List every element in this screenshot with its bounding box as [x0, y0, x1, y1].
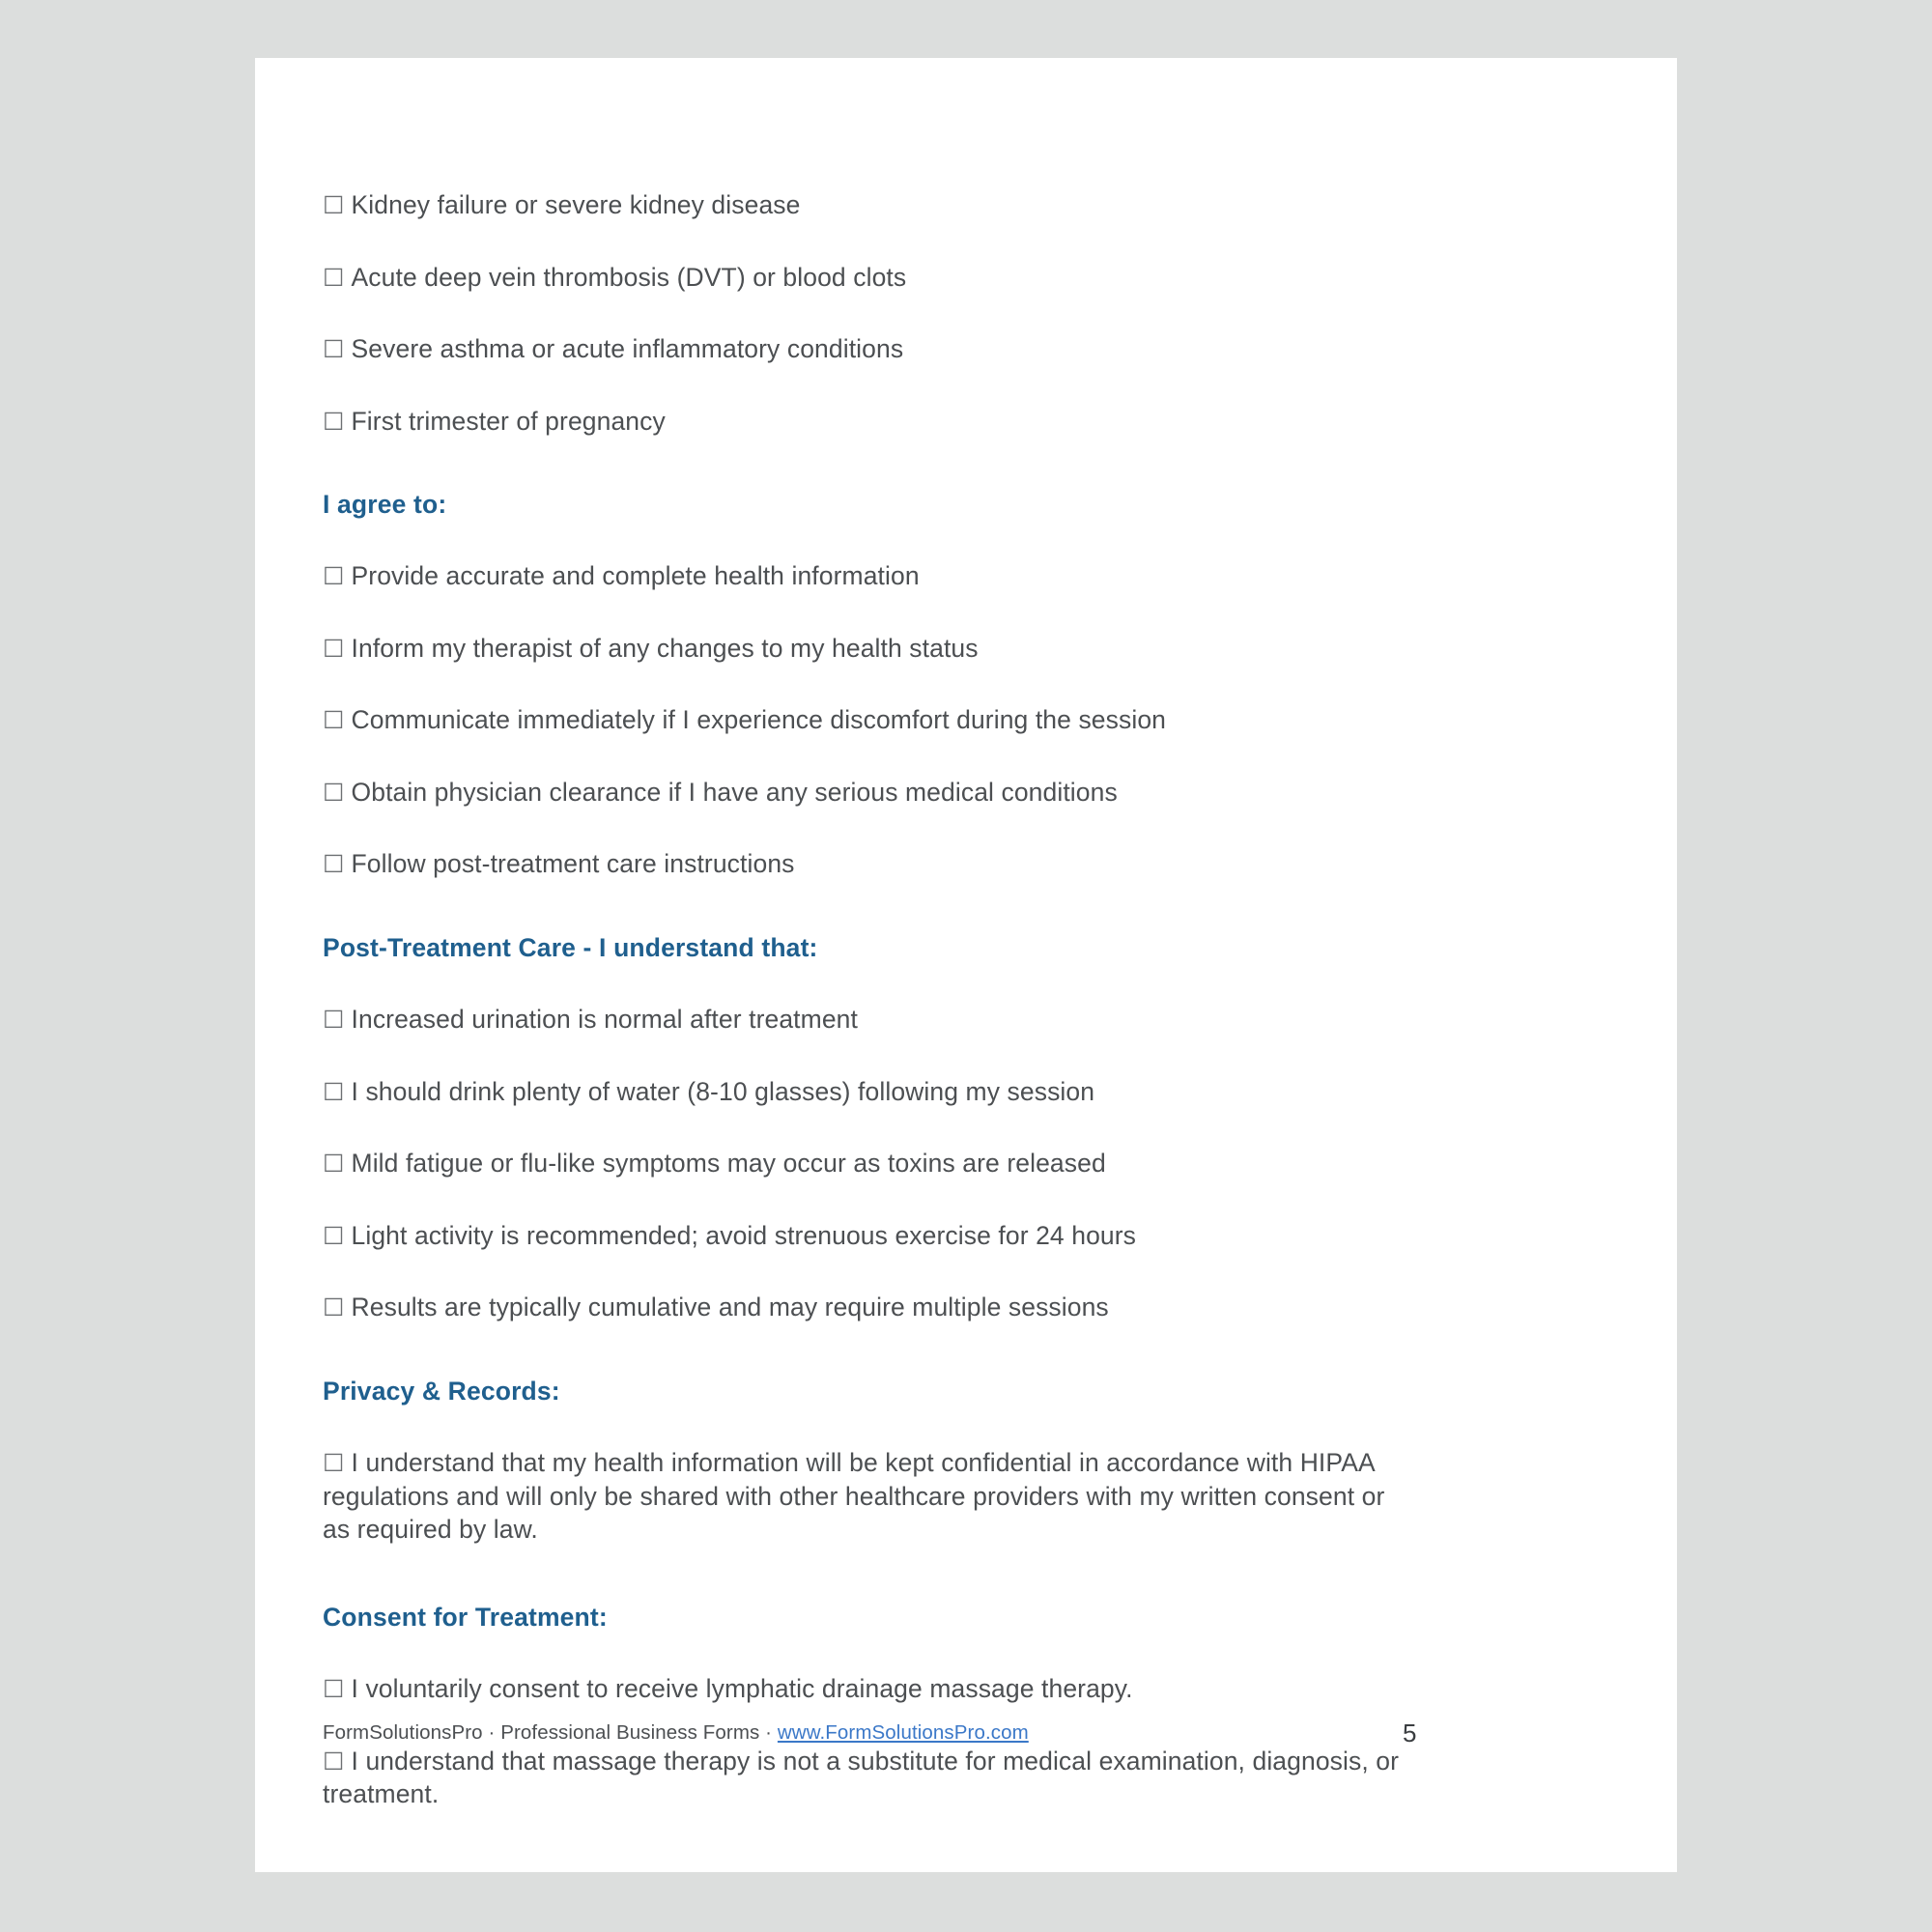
section-privacy-records: [323, 1363, 1424, 1547]
list-item-label: Results are typically cumulative and may require multiple sessions: [351, 1293, 1109, 1322]
checkbox-icon[interactable]: ☐: [323, 1151, 345, 1179]
checkbox-icon[interactable]: ☐: [323, 1294, 345, 1322]
list-item[interactable]: [323, 188, 1424, 222]
checkbox-icon[interactable]: ☐: [323, 1676, 345, 1704]
checkbox-icon[interactable]: ☐: [323, 1007, 345, 1035]
checkbox-icon[interactable]: ☐: [323, 1450, 345, 1478]
list-item-label: I understand that massage therapy is not a substitute for medical examination, diagnosis, or treatment.: [323, 1746, 1400, 1809]
checkbox-icon[interactable]: ☐: [323, 635, 345, 663]
checkbox-icon[interactable]: ☐: [323, 1747, 345, 1776]
list-item[interactable]: [323, 1075, 1424, 1109]
contraindications-list: [323, 188, 1424, 438]
list-item[interactable]: [323, 1672, 1424, 1706]
list-item-label: I voluntarily consent to receive lymphatic drainage massage therapy.: [351, 1674, 1133, 1704]
checkbox-icon[interactable]: ☐: [323, 408, 345, 436]
list-item-label: Communicate immediately if I experience discomfort during the session: [351, 705, 1167, 735]
footer-separator-one: ·: [482, 1721, 501, 1744]
footer-tagline: Professional Business Forms: [500, 1721, 760, 1744]
list-item-label: First trimester of pregnancy: [351, 406, 666, 436]
list-item[interactable]: [323, 632, 1424, 666]
list-item-label: Mild fatigue or flu-like symptoms may occur as toxins are released: [351, 1149, 1106, 1179]
list-item[interactable]: [323, 1003, 1424, 1037]
section-post-treatment-care: [323, 920, 1424, 1324]
footer-brand: FormSolutionsPro: [323, 1721, 483, 1744]
checkbox-icon[interactable]: ☐: [323, 264, 345, 292]
list-item-label: Inform my therapist of any changes to my health status: [351, 633, 979, 663]
list-item[interactable]: [323, 405, 1424, 439]
list-item-label: Follow post-treatment care instructions: [351, 849, 795, 879]
page-footer: [323, 1721, 1607, 1760]
list-item[interactable]: [323, 261, 1424, 295]
list-item[interactable]: [323, 332, 1424, 366]
checkbox-icon[interactable]: ☐: [323, 192, 345, 219]
page-content: [323, 188, 1424, 1854]
section-heading: Post-Treatment Care - I understand that:: [323, 932, 818, 962]
checkbox-icon[interactable]: ☐: [323, 779, 345, 807]
checkbox-icon[interactable]: ☐: [323, 563, 345, 591]
list-item[interactable]: [323, 847, 1424, 881]
checkbox-icon[interactable]: ☐: [323, 851, 345, 879]
document-page: [255, 58, 1677, 1872]
list-item-label: Kidney failure or severe kidney disease: [351, 190, 801, 219]
list-item[interactable]: [323, 1446, 1403, 1546]
page-number: 5: [1403, 1719, 1417, 1747]
section-i-agree-to: [323, 476, 1424, 881]
checkbox-icon[interactable]: ☐: [323, 1078, 345, 1106]
checkbox-icon[interactable]: ☐: [323, 707, 345, 735]
list-item[interactable]: [323, 559, 1424, 593]
section-heading: Consent for Treatment:: [323, 1602, 608, 1632]
list-item[interactable]: [323, 776, 1424, 810]
section-heading: Privacy & Records:: [323, 1376, 560, 1406]
list-item-label: Acute deep vein thrombosis (DVT) or blood clots: [351, 262, 907, 292]
list-item-label: Increased urination is normal after treatment: [351, 1005, 858, 1035]
footer-attribution: [323, 1721, 1029, 1745]
checkbox-icon[interactable]: ☐: [323, 1222, 345, 1250]
footer-website-link[interactable]: www.FormSolutionsPro.com: [777, 1721, 1029, 1744]
list-item-label: Provide accurate and complete health information: [351, 561, 920, 591]
list-item[interactable]: [323, 1219, 1424, 1253]
list-item-label: Severe asthma or acute inflammatory conditions: [351, 334, 904, 363]
section-heading: I agree to:: [323, 490, 447, 519]
list-item-label: I should drink plenty of water (8-10 glasses) following my session: [351, 1076, 1095, 1106]
list-item[interactable]: [323, 1147, 1424, 1180]
list-item[interactable]: [323, 703, 1424, 737]
list-item-label: Obtain physician clearance if I have any serious medical conditions: [351, 777, 1118, 807]
list-item[interactable]: [323, 1291, 1424, 1324]
section-consent-for-treatment: [323, 1589, 1424, 1811]
checkbox-icon[interactable]: ☐: [323, 336, 345, 363]
footer-separator-two: ·: [759, 1721, 778, 1744]
list-item-label: I understand that my health information will be kept confidential in accordance with HIPAA regulations and will only be shared with other healthcare providers with my written consent or as required by law.: [323, 1448, 1385, 1545]
list-item-label: Light activity is recommended; avoid strenuous exercise for 24 hours: [351, 1220, 1137, 1250]
